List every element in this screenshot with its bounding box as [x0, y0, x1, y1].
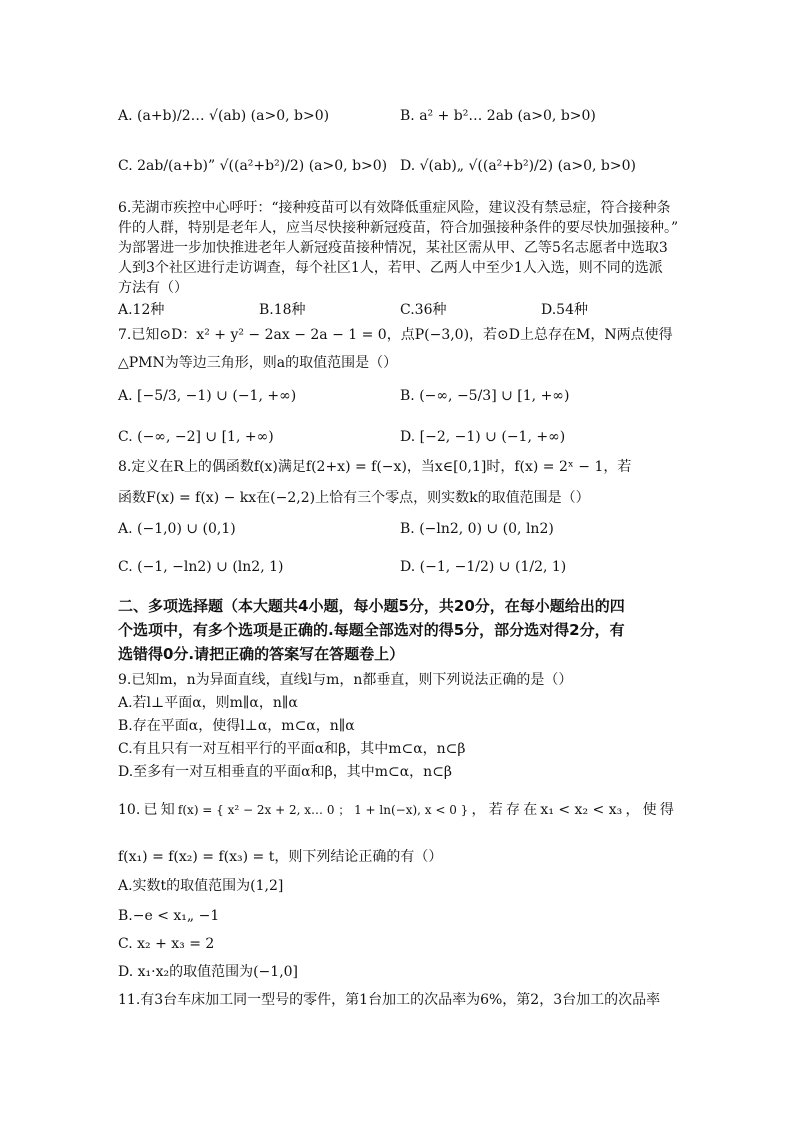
q6-option-d: D.54种: [541, 302, 588, 318]
q10-inequality: x₁ < x₂ < x₃: [540, 802, 623, 818]
q10-stem-line-2: f(x₁) = f(x₂) = f(x₃) = t，则下列结论正确的有（）: [118, 849, 443, 865]
q11-stem: 11.有3台车床加工同一型号的零件，第1台加工的次品率为6%，第2，3台加工的次品率: [118, 992, 661, 1008]
q8-line-2: 函数F(x) = f(x) − kx在(−2,2)上恰有三个零点，则实数k的取值范围是（）: [118, 490, 590, 506]
q6-line-2: 件的人群，特别是老年人，应当尽快接种新冠疫苗，符合加强接种条件的要尽快加强接种。”: [118, 220, 679, 236]
q10-option-c: C. x₂ + x₃ = 2: [118, 936, 215, 952]
q8-option-b: B. (−ln2, 0) ∪ (0, ln2): [400, 521, 554, 537]
q10-option-a: A.实数t的取值范围为(1,2]: [118, 878, 284, 894]
q7-line-1: 7.已知⊙D：x² + y² − 2ax − 2a − 1 = 0，点P(−3,0)，若⊙D上总存在M，N两点使得: [118, 327, 673, 343]
q6-line-5: 方法有（）: [118, 280, 188, 296]
section-2-heading-line-3: 选错得0分.请把正确的答案写在答题卷上）: [118, 645, 405, 663]
q7-option-a: A. [−5/3, −1) ∪ (−1, +∞): [118, 388, 297, 404]
section-2-heading-line-1: 二、多项选择题（本大题共4小题，每小题5分，共20分，在每小题给出的四: [118, 597, 625, 615]
q6-line-3: 为部署进一步加快推进老年人新冠疫苗接种情况，某社区需从甲、乙等5名志愿者中选取3: [118, 240, 668, 256]
q7-option-c: C. (−∞, −2] ∪ [1, +∞): [118, 429, 274, 445]
q8-option-c: C. (−1, −ln2) ∪ (ln2, 1): [118, 559, 284, 575]
q7-line-2: △PMN为等边三角形，则a的取值范围是（）: [118, 355, 398, 371]
q8-option-d: D. (−1, −1/2) ∪ (1/2, 1): [400, 559, 567, 575]
q10-stem-line-1: [118, 800, 674, 820]
q6-line-1: 6.芜湖市疾控中心呼吁：“接种疫苗可以有效降低重症风险，建议没有禁忌症，符合接种条: [118, 200, 671, 216]
q10-word: 10.: [118, 802, 141, 818]
q5-option-b: B. a² + b²… 2ab (a>0, b>0): [400, 108, 596, 124]
q10-word: 知: [160, 802, 175, 818]
q10-option-b: B.−e < x₁„ −1: [118, 908, 220, 924]
q5-option-d: D. √(ab)„ √((a²+b²)/2) (a>0, b>0): [400, 158, 636, 174]
q9-option-d: D.至多有一对互相垂直的平面α和β，其中m⊂α，n⊂β: [118, 764, 453, 780]
q5-option-a: A. (a+b)/2… √(ab) (a>0, b>0): [118, 108, 330, 124]
q7-option-d: D. [−2, −1) ∪ (−1, +∞): [400, 429, 566, 445]
q10-word: 在: [523, 802, 538, 818]
q10-option-d: D. x₁·x₂的取值范围为(−1,0]: [118, 964, 299, 980]
q10-word: 得: [659, 802, 674, 818]
q9-stem: 9.已知m，n为异面直线，直线l与m，n都垂直，则下列说法正确的是（）: [118, 672, 573, 688]
q7-option-b: B. (−∞, −5/3] ∪ [1, +∞): [400, 388, 570, 404]
q9-option-b: B.存在平面α，使得l⊥α，m⊂α，n∥α: [118, 718, 355, 734]
q9-option-a: A.若l⊥平面α，则m∥α，n∥α: [118, 695, 298, 711]
q10-word: 使: [642, 802, 657, 818]
q10-word: 已: [143, 802, 158, 818]
q10-word: ，: [625, 802, 640, 818]
q6-option-b: B.18种: [259, 302, 306, 318]
q8-line-1: 8.定义在R上的偶函数f(x)满足f(2+x) = f(−x)，当x∈[0,1]时，f(x) = 2ˣ − 1，若: [118, 459, 632, 475]
section-2-heading-line-2: 个选项中，有多个选项是正确的.每题全部选对的得5分，部分选对得2分，有: [118, 621, 625, 639]
q10-word: 若: [488, 802, 503, 818]
q6-option-c: C.36种: [400, 302, 447, 318]
q5-option-c: C. 2ab/(a+b)” √((a²+b²)/2) (a>0, b>0): [118, 158, 388, 174]
q8-option-a: A. (−1,0) ∪ (0,1): [118, 521, 236, 537]
q10-word: ，: [471, 802, 486, 818]
q6-line-4: 人到3个社区进行走访调查，每个社区1人，若甲、乙两人中至少1人入选，则不同的选派: [118, 260, 663, 276]
q6-option-a: A.12种: [118, 302, 165, 318]
q10-function-definition: f(x) = { x² − 2x + 2, x… 0 ； 1 + ln(−x), x < 0 }: [177, 803, 469, 817]
q9-option-c: C.有且只有一对互相平行的平面α和β，其中m⊂α，n⊂β: [118, 741, 466, 757]
q10-word: 存: [505, 802, 520, 818]
